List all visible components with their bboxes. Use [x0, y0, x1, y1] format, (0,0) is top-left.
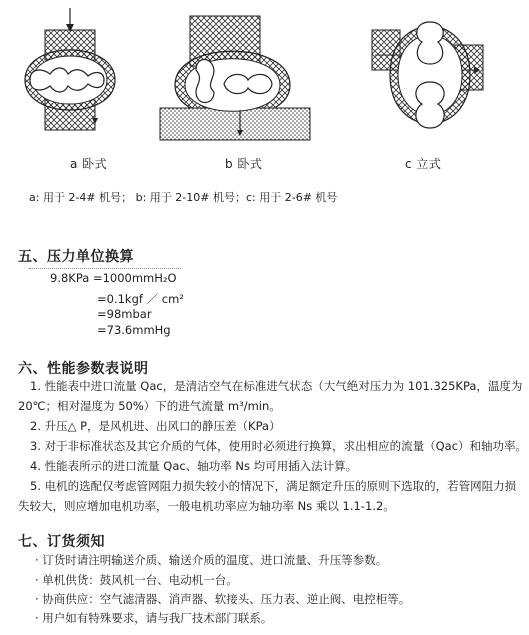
blower-diagrams: [0, 0, 529, 170]
pressure-line-4: =73.6mmHg: [97, 323, 171, 337]
figure-label-c: c 立式: [405, 157, 442, 171]
spec-line-5: 4. 性能表所示的进口流量 Qac、轴功率 Ns 均可用插入法计算。: [30, 459, 358, 473]
figure-label-b: b 卧式: [225, 157, 263, 171]
spec-line-7: 失较大，则应增加电机功率，一般电机功率应为轴功率 Ns 乘以 1.1-1.2。: [18, 499, 395, 513]
section-divider: [29, 268, 181, 269]
spec-line-1: 1. 性能表中进口流量 Qac，是清洁空气在标准进气状态（大气绝对压力为 101.325KPa，温度为: [30, 379, 523, 393]
pressure-line-1: 9.8KPa =1000mmH₂O: [50, 271, 177, 285]
section7-heading: 七、订货须知: [18, 534, 105, 550]
section5-heading: 五、压力单位换算: [18, 249, 134, 265]
spec-line-3: 2. 升压△ P，是风机进、出风口的静压差（KPa）: [30, 419, 281, 433]
figure-caption: a: 用于 2-4# 机号； b: 用于 2-10# 机号；c: 用于 2-6# 机号: [29, 191, 338, 204]
pressure-line-2: =0.1kgf ／ cm²: [97, 292, 184, 306]
spec-line-4: 3. 对于非标准状态及其它介质的气体，使用时必须进行换算，求出相应的流量（Qac）和轴功率。: [30, 439, 528, 453]
order-note-1: · 订货时请注明输送介质、输送介质的温度、进口流量、升压等参数。: [35, 553, 388, 567]
figure-label-a: a 卧式: [70, 157, 108, 171]
order-note-3: · 协商供应：空气滤清器、消声器、软接头、压力表、逆止阀、电控柜等。: [35, 592, 411, 606]
pressure-line-3: =98mbar: [97, 307, 152, 321]
diagram-b-horizontal: [160, 16, 310, 140]
spec-line-2: 20℃；相对湿度为 50%）下的进气流量 m³/min。: [18, 399, 281, 413]
diagram-c-vertical: [372, 22, 483, 128]
order-note-2: · 单机供货：鼓风机一台、电动机一台。: [35, 573, 238, 587]
spec-line-6: 5. 电机的选配仅考虑管网阻力损失较小的情况下，满足额定升压的原则下选取的，若管网阻力损: [30, 479, 517, 493]
section6-heading: 六、性能参数表说明: [18, 361, 149, 377]
order-note-4: · 用户如有特殊要求，请与我厂技术部门联系。: [35, 611, 273, 625]
diagram-a-horizontal: [25, 8, 115, 130]
